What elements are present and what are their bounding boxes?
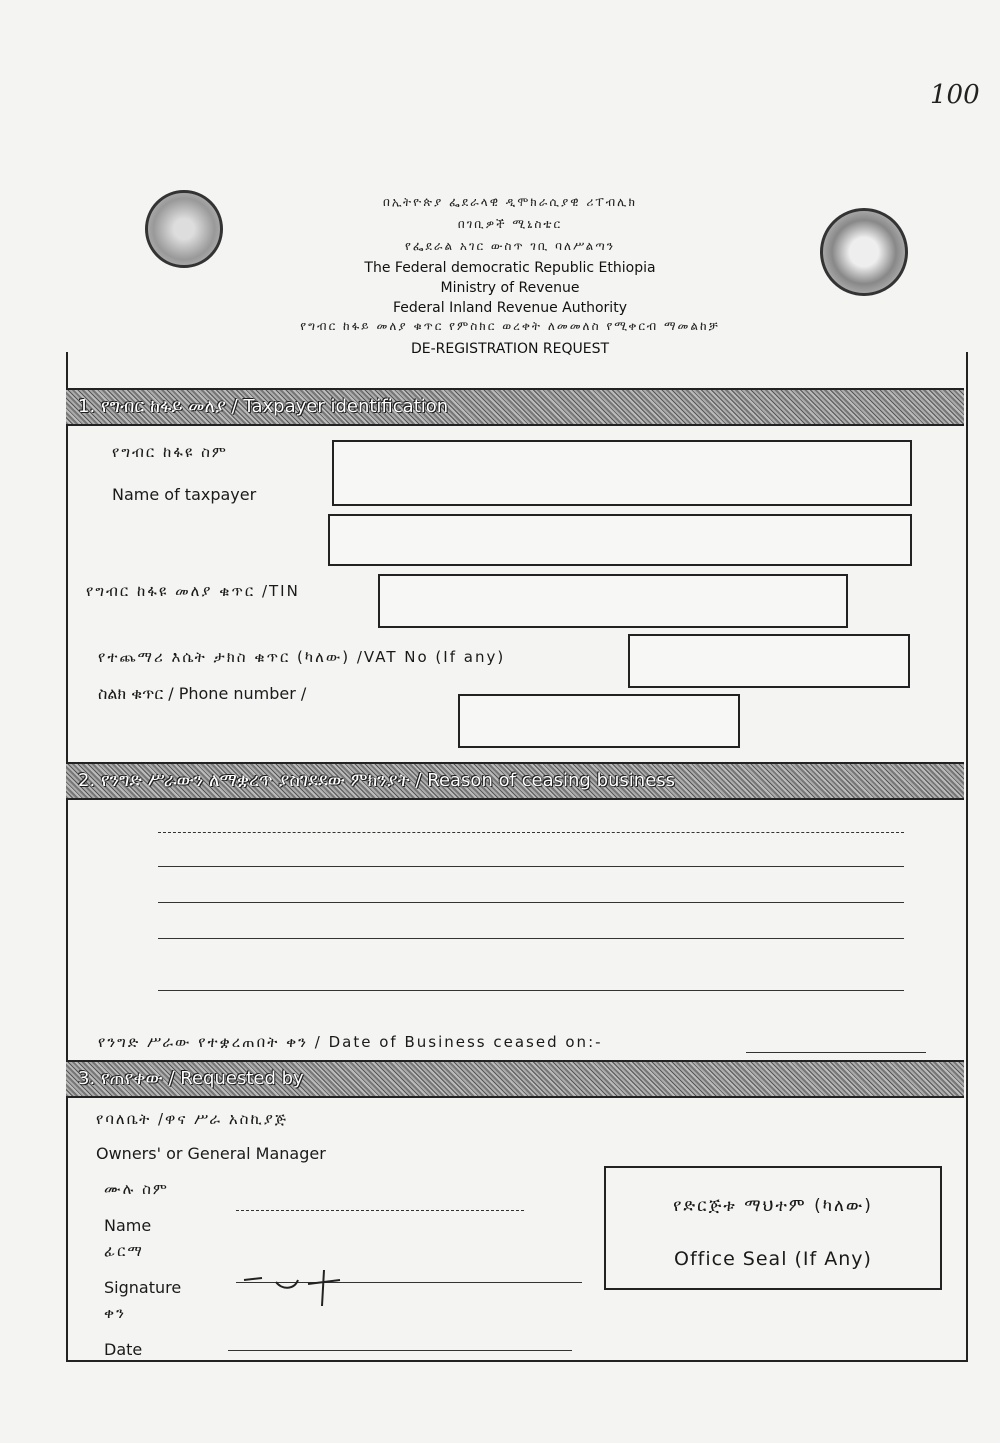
phone-label: ስልክ ቁጥር / Phone number /	[98, 684, 307, 703]
form-title: DE-REGISTRATION REQUEST	[410, 341, 610, 357]
phone-field[interactable]	[458, 694, 740, 748]
section2-header	[66, 762, 964, 800]
revenue-authority-seal	[820, 208, 908, 296]
office-seal-box	[604, 1166, 942, 1290]
reason-line-5[interactable]	[158, 990, 904, 991]
owner-label-am: የባለቤት /ዋና ሥራ አስኪያጅ	[96, 1110, 289, 1128]
tin-field[interactable]	[378, 574, 848, 628]
reason-line-1[interactable]	[158, 832, 904, 833]
section2-title: 2. የንግድ ሥራውን ለማቋረጥ ያስገደደው ምክንያት / Reason of ceasing business	[78, 770, 676, 791]
header-line-am-1: በኢትዮጵያ ፌደራላዊ ዲሞክራሲያዊ ሪፐብሊክ	[383, 195, 637, 209]
office-seal-label-am: የድርጅቱ ማህተም (ካለው)	[673, 1196, 873, 1216]
vat-field[interactable]	[628, 634, 910, 688]
reason-line-3[interactable]	[158, 902, 904, 903]
signature-label-am: ፊርማ	[104, 1242, 144, 1260]
header-authority: Federal Inland Revenue Authority	[393, 300, 627, 316]
tin-label: የግብር ከፋዩ መለያ ቁጥር /TIN	[86, 582, 300, 600]
date-label: Date	[104, 1340, 143, 1359]
date-field[interactable]	[228, 1350, 572, 1351]
date-label-am: ቀን	[104, 1304, 126, 1322]
header-country: The Federal democratic Republic Ethiopia	[364, 260, 656, 276]
date-ceased-field[interactable]	[746, 1052, 926, 1053]
corner-handwritten-note: 100	[930, 80, 980, 110]
section1-header	[66, 388, 964, 426]
reason-line-4[interactable]	[158, 938, 904, 939]
reason-line-2[interactable]	[158, 866, 904, 867]
office-seal-label: Office Seal (If Any)	[674, 1248, 872, 1270]
vat-label: የተጨማሪ እሴት ታክስ ቁጥር (ካለው) /VAT No (If any)	[98, 648, 506, 666]
taxpayer-name-label-am: የግብር ከፋዩ ስም	[112, 443, 228, 461]
header-ministry: Ministry of Revenue	[440, 280, 580, 296]
header-line-am-3: የፌደራል አገር ውስጥ ገቢ ባለሥልጣን	[404, 239, 616, 253]
handwritten-signature	[236, 1262, 346, 1312]
taxpayer-name-field[interactable]	[332, 440, 912, 506]
name-field[interactable]	[236, 1210, 524, 1211]
header-line-am-4: የግብር ከፋይ መለያ ቁጥር የምስክር ወረቀት ለመመለስ የሚቀርብ ማመልከቻ	[300, 319, 720, 333]
name-label-am: ሙሉ ስም	[104, 1180, 169, 1198]
section1-title: 1. የግብር ከፋይ መለያ / Taxpayer identification	[78, 396, 449, 417]
section3-header	[66, 1060, 964, 1098]
taxpayer-name-field-2[interactable]	[328, 514, 912, 566]
name-label: Name	[104, 1216, 152, 1235]
signature-label: Signature	[104, 1278, 182, 1297]
ethiopia-emblem-seal	[145, 190, 223, 268]
owner-label: Owners' or General Manager	[96, 1144, 326, 1163]
header-line-am-2: በገቢዎች ሚኒስቴር	[457, 217, 563, 231]
taxpayer-name-label: Name of taxpayer	[112, 485, 257, 504]
section3-title: 3. የጠየቀው / Requested by	[78, 1068, 304, 1089]
date-ceased-label: የንግድ ሥራው የተቋረጠበት ቀን / Date of Business ceased on:-	[98, 1033, 603, 1051]
